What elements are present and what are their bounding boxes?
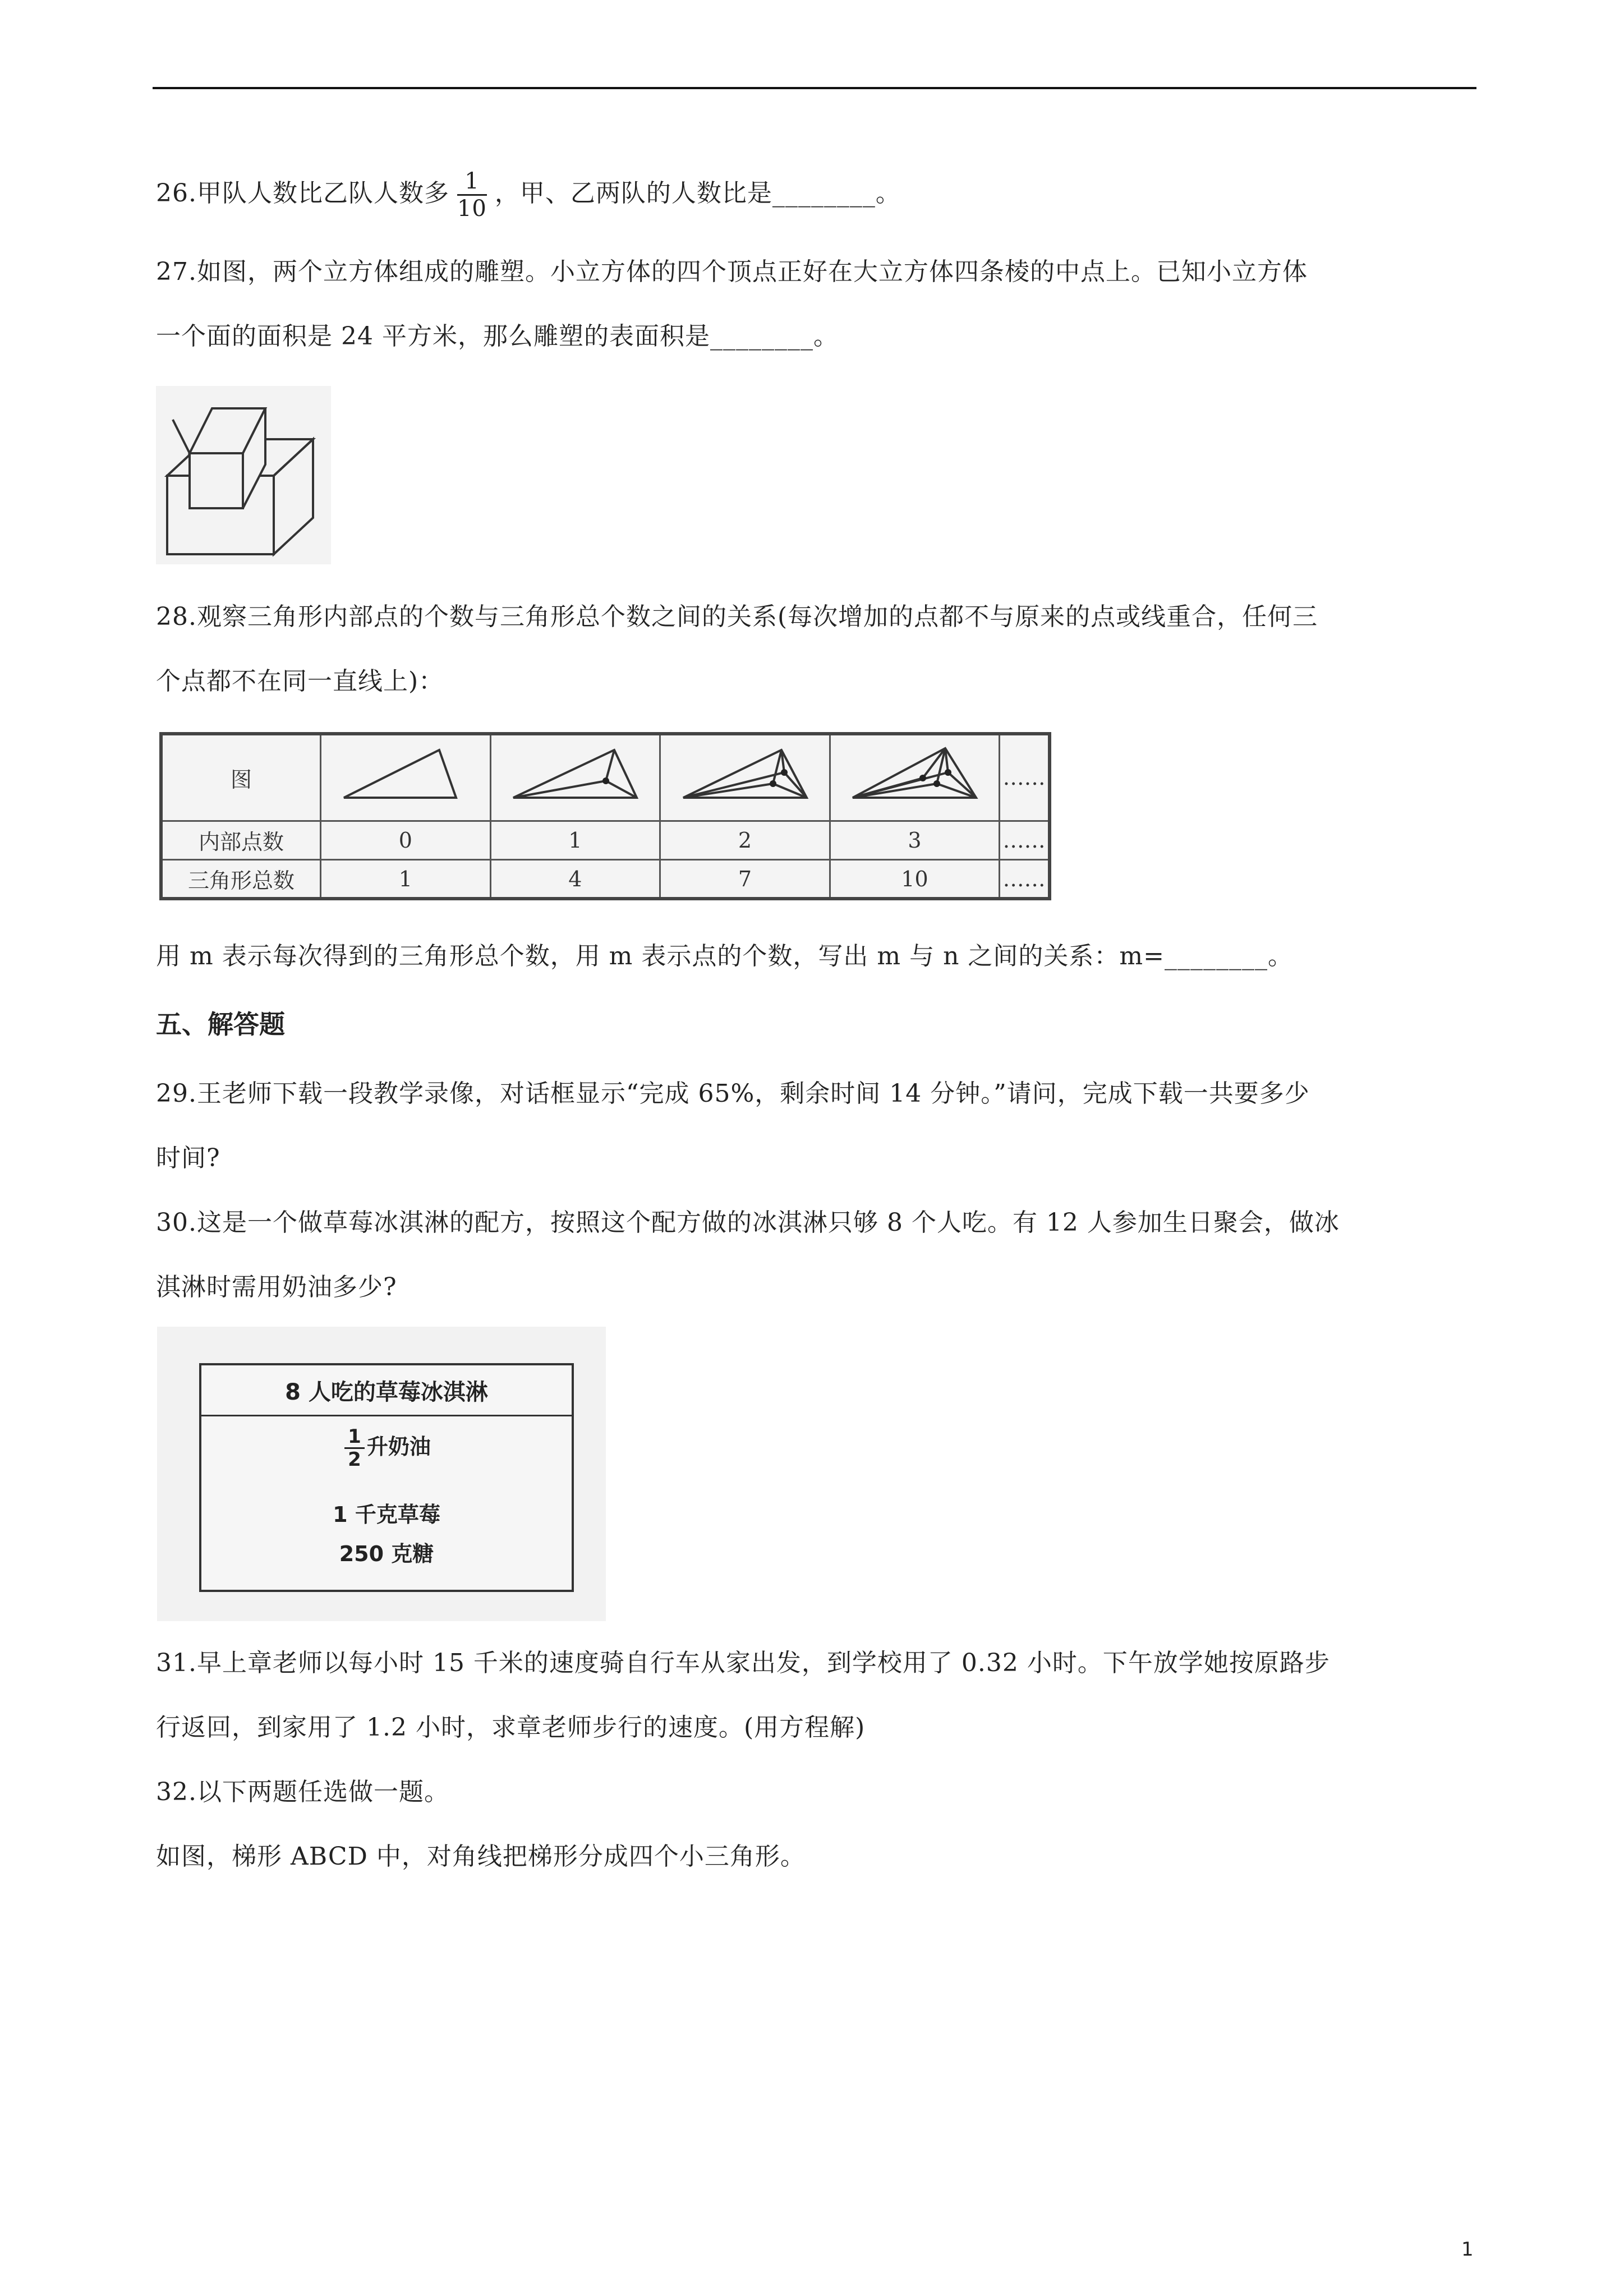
table-row-interior-points: [161, 821, 1050, 859]
cube-sculpture-drawing: [156, 386, 331, 564]
fraction-one-half: $\frac{1}{2}$: [344, 1426, 365, 1470]
row-header-interior: 内部点数: [161, 821, 321, 859]
question-30-line1: 30.这是一个做草莓冰淇淋的配方，按照这个配方做的冰淇淋只够 8 个人吃。有 12 人参加生日聚会，做冰: [156, 1208, 1340, 1237]
table-cell: 10: [830, 860, 1000, 899]
table-cell: 1: [321, 860, 491, 899]
table-cell: 0: [321, 821, 491, 859]
table-cell: 7: [660, 860, 830, 899]
table-cell: 1: [490, 821, 660, 859]
row-header-total: 三角形总数: [161, 860, 321, 899]
triangle-0-points: [321, 734, 491, 821]
section-heading: 五、解答题: [156, 1009, 285, 1039]
fraction-one-tenth: $\frac{1}{10}$: [457, 168, 487, 222]
triangle-count-table: [159, 732, 1051, 900]
recipe-title: 8 人吃的草莓冰淇淋: [201, 1365, 572, 1416]
question-32-line1: 32.以下两题任选做一题。: [156, 1778, 449, 1806]
question-27-line1: 27.如图，两个立方体组成的雕塑。小立方体的四个顶点正好在大立方体四条棱的中点上。已知小立方体: [156, 257, 1308, 286]
ellipsis-figure: ……: [1000, 734, 1050, 821]
recipe-cream: $\frac{1}{2}$ 升奶油: [201, 1426, 572, 1470]
q26-text: 26.甲队人数比乙队人数多: [156, 179, 449, 208]
question-28-line1: 28.观察三角形内部点的个数与三角形总个数之间的关系(每次增加的点都不与原来的点或线重合，任何三: [156, 602, 1318, 631]
question-31-line1: 31.早上章老师以每小时 15 千米的速度骑自行车从家出发，到学校用了 0.32 小时。下午放学她按原路步: [156, 1649, 1330, 1677]
recipe-box: [199, 1363, 574, 1592]
question-32-line2: 如图，梯形 ABCD 中，对角线把梯形分成四个小三角形。: [156, 1842, 806, 1871]
cube-sculpture-figure: [156, 386, 331, 564]
triangle-2-points: [660, 734, 830, 821]
question-28-line2: 个点都不在同一直线上)：: [156, 667, 444, 696]
question-29-line1: 29.王老师下载一段教学录像，对话框显示“完成 65%，剩余时间 14 分钟。”请问，完成下载一共要多少: [156, 1079, 1310, 1108]
question-30-line2: 淇淋时需用奶油多少?: [156, 1273, 397, 1301]
table-cell: ……: [1000, 860, 1050, 899]
question-27-line2: 一个面的面积是 24 平方米，那么雕塑的表面积是________。: [156, 322, 839, 351]
triangle-1-point: [490, 734, 660, 821]
header-rule: [153, 87, 1476, 89]
triangle-3-points: [830, 734, 1000, 821]
table-row-figures: [161, 734, 1050, 821]
question-31-line2: 行返回，到家用了 1.2 小时，求章老师步行的速度。(用方程解): [156, 1713, 866, 1742]
page-number: 1: [1461, 2238, 1474, 2261]
table-cell: 3: [830, 821, 1000, 859]
table-cell: ……: [1000, 821, 1050, 859]
question-26: [156, 168, 901, 222]
table-cell: 2: [660, 821, 830, 859]
question-29-line2: 时间?: [156, 1144, 220, 1172]
recipe-strawberry: 1 千克草莓: [333, 1502, 440, 1527]
question-28-line3: 用 m 表示每次得到的三角形总个数，用 m 表示点的个数，写出 m 与 n 之间的关系：m=________。: [156, 942, 1293, 970]
q26-suffix: ，甲、乙两队的人数比是________。: [494, 179, 901, 208]
recipe-card-figure: [157, 1327, 606, 1621]
table-row-triangle-totals: [161, 860, 1050, 899]
row-header-figure: 图: [161, 734, 321, 821]
recipe-sugar: 250 克糖: [339, 1542, 434, 1566]
table-cell: 4: [490, 860, 660, 899]
